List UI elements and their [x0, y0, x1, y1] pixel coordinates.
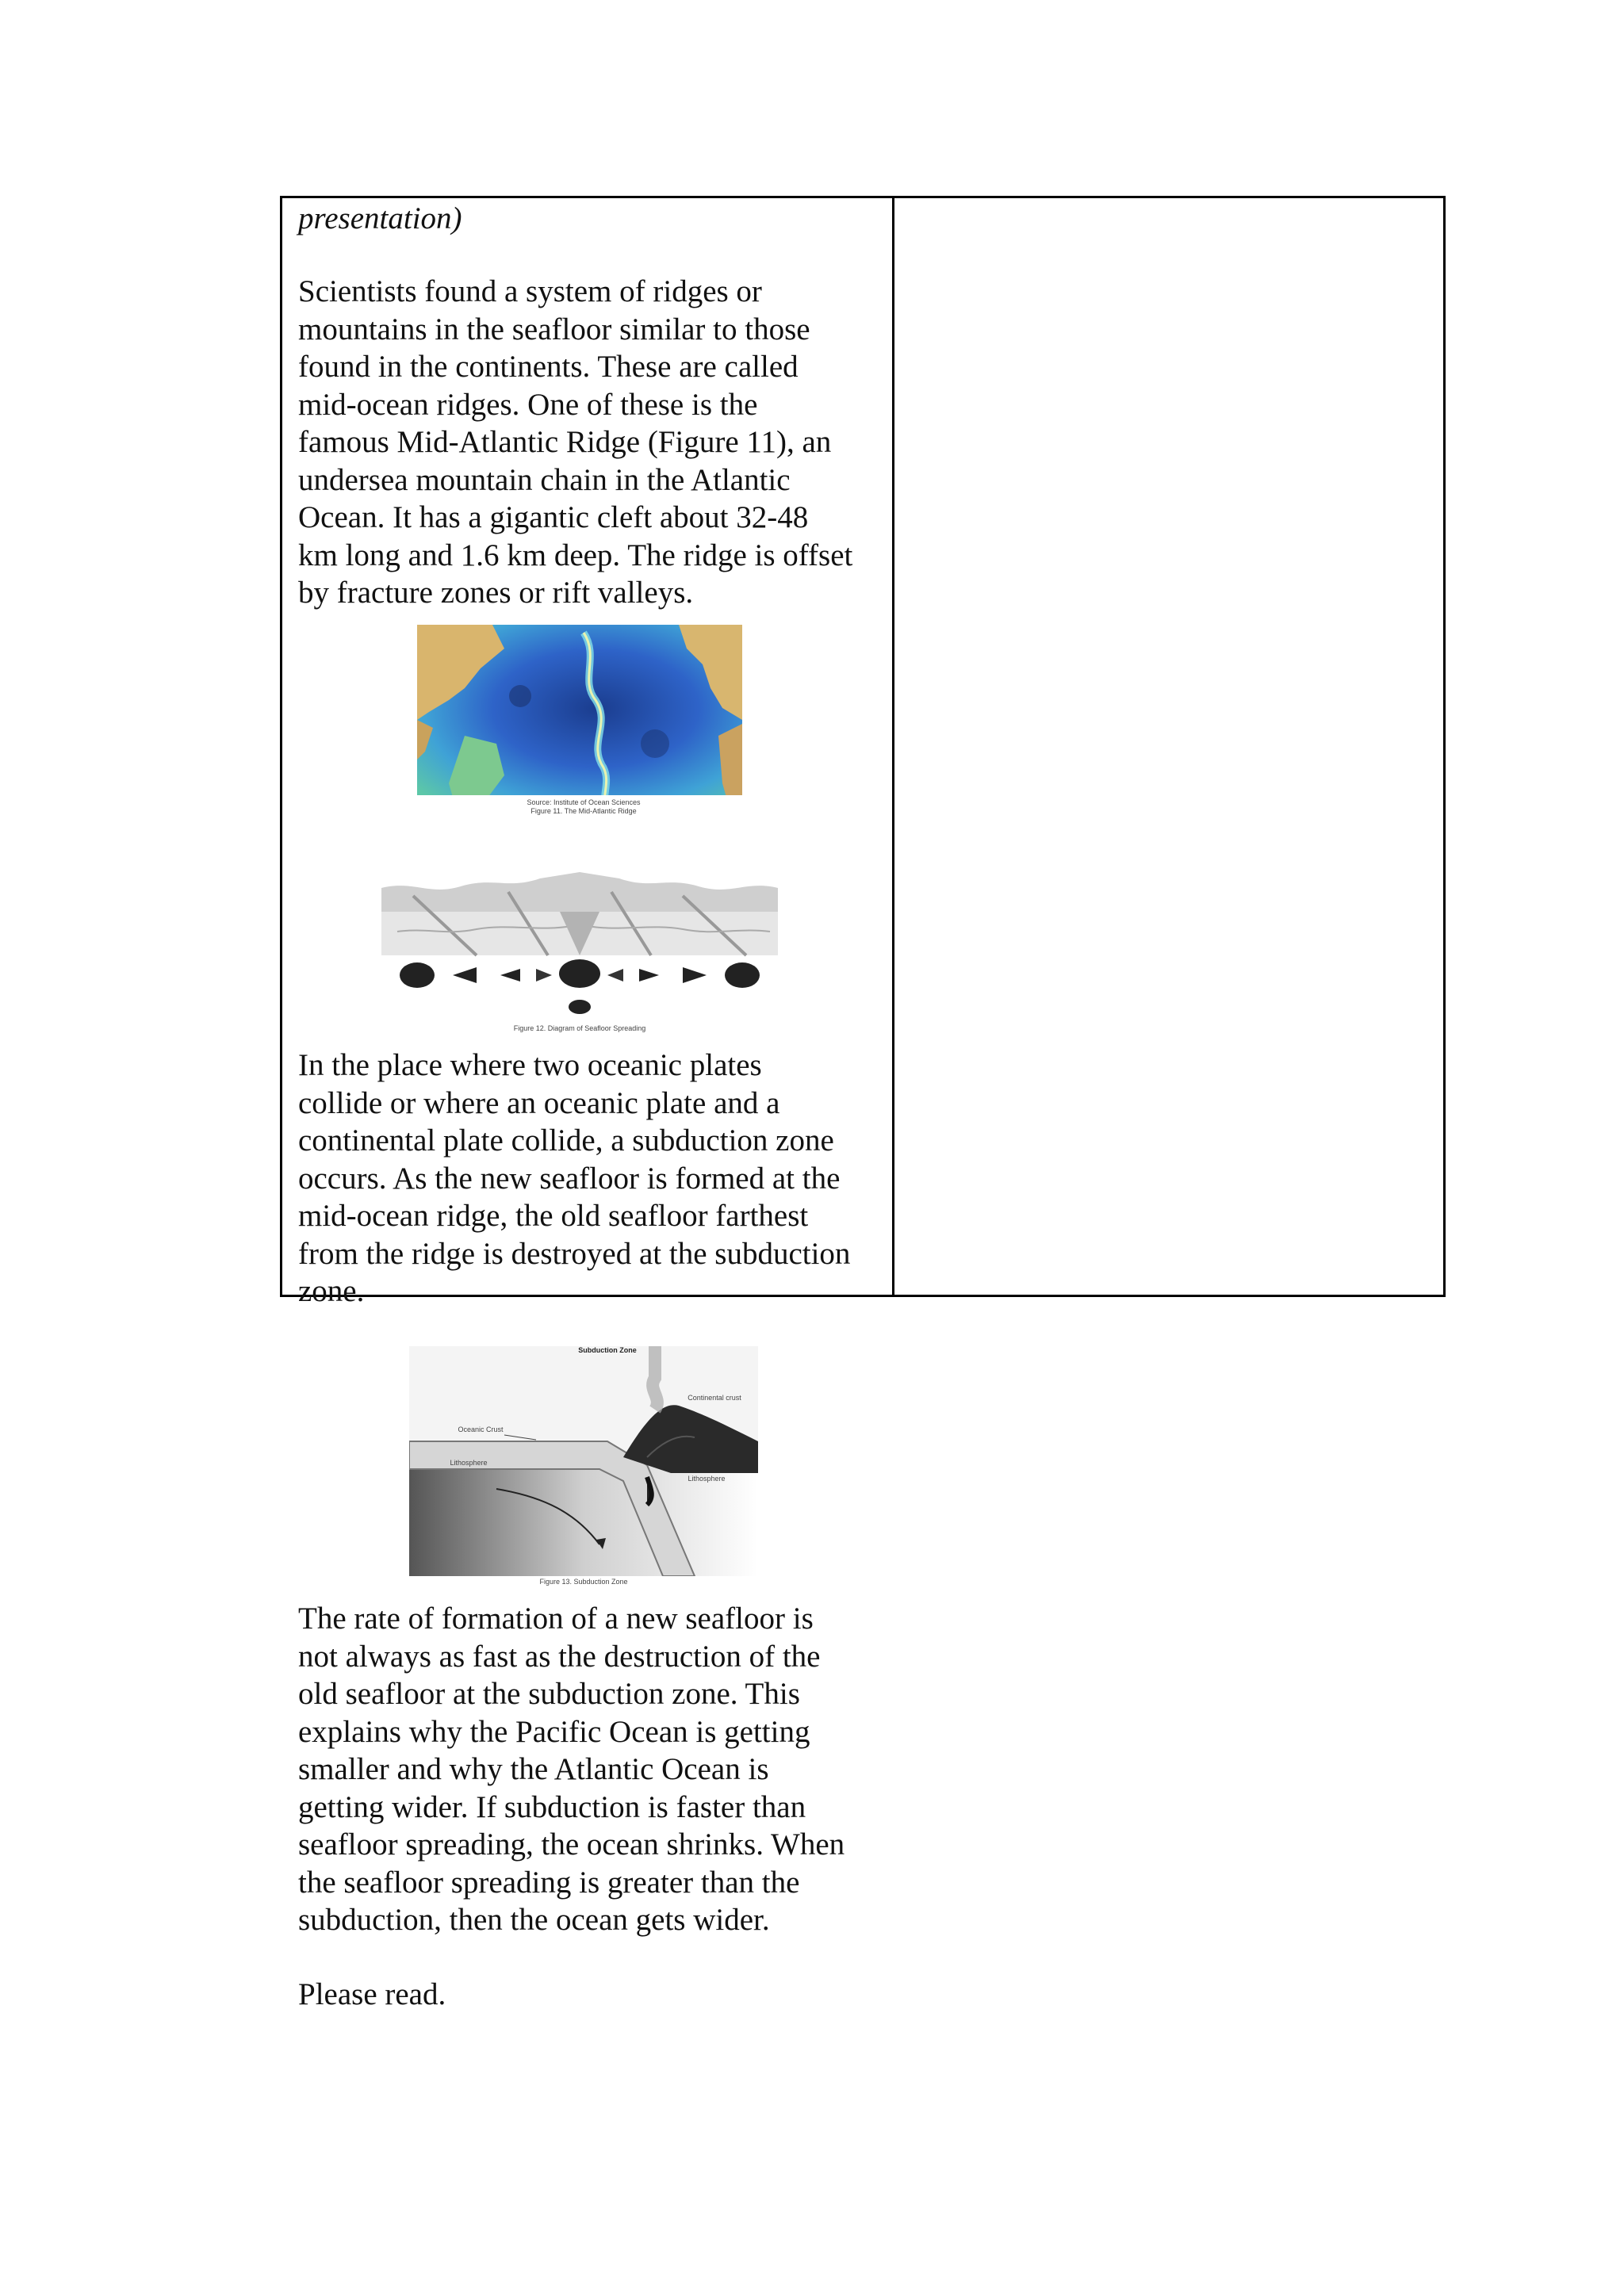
- paragraph-ocean-rate: The rate of formation of a new seafloor is not always as fast as the destruction of the old seafloor at the subduction zone. This explains why the Pacific Ocean is getting smaller and why the Atlantic Ocean is getting wider. If subduction is faster than seafloor spreading, the ocean shrinks. When the seafloor spreading is greater than the subduction, then the ocean gets wider.: [298, 1601, 845, 1937]
- right-cell-empty: [894, 198, 1443, 1295]
- label-oceanic-crust: Oceanic Crust: [458, 1425, 504, 1433]
- left-cell: [282, 198, 892, 2011]
- label-continental-crust: Continental crust: [688, 1394, 741, 1402]
- figure-11-source: Source: Institute of Ocean Sciences: [527, 798, 641, 806]
- paragraph-mid-ocean-ridges: Scientists found a system of ridges or mountains in the seafloor similar to those found in the continents. These are called mid-ocean ridges. One of these is the famous Mid-Atlantic Ridge (Figure 11), an undersea mountain chain in the Atlantic Ocean. It has a gigantic cleft about 32-48 km long and 1.6 km deep. The ridge is offset by fracture zones or rift valleys.: [298, 274, 853, 610]
- paragraph-subduction-zone: In the place where two oceanic plates collide or where an oceanic plate and a continental plate collide, a subduction zone occurs. As the new seafloor is formed at the mid-ocean ridge, the old seafloor farthest from the ridge is destroyed at the subduction zone.: [298, 1048, 851, 1308]
- label-lithosphere-left: Lithosphere: [450, 1459, 488, 1467]
- ocean-floor-map: [417, 625, 750, 795]
- paragraph-please-read: Please read.: [298, 1977, 446, 2011]
- figure-seafloor-spreading: [381, 856, 778, 1034]
- content-table: [280, 196, 1446, 2011]
- figure-mid-atlantic-ridge: [417, 625, 750, 815]
- figure-12-caption: Figure 12. Diagram of Seafloor Spreading: [513, 1024, 646, 1032]
- seafloor-spreading-diagram: [381, 856, 778, 1023]
- figure-subduction-zone: [409, 1346, 758, 1588]
- continued-heading: presentation): [298, 201, 462, 235]
- label-lithosphere-right: Lithosphere: [688, 1475, 726, 1483]
- label-subduction-zone: Subduction Zone: [578, 1346, 637, 1354]
- figure-11-caption: Figure 11. The Mid-Atlantic Ridge: [530, 807, 637, 815]
- figure-13-caption: Figure 13. Subduction Zone: [539, 1578, 628, 1586]
